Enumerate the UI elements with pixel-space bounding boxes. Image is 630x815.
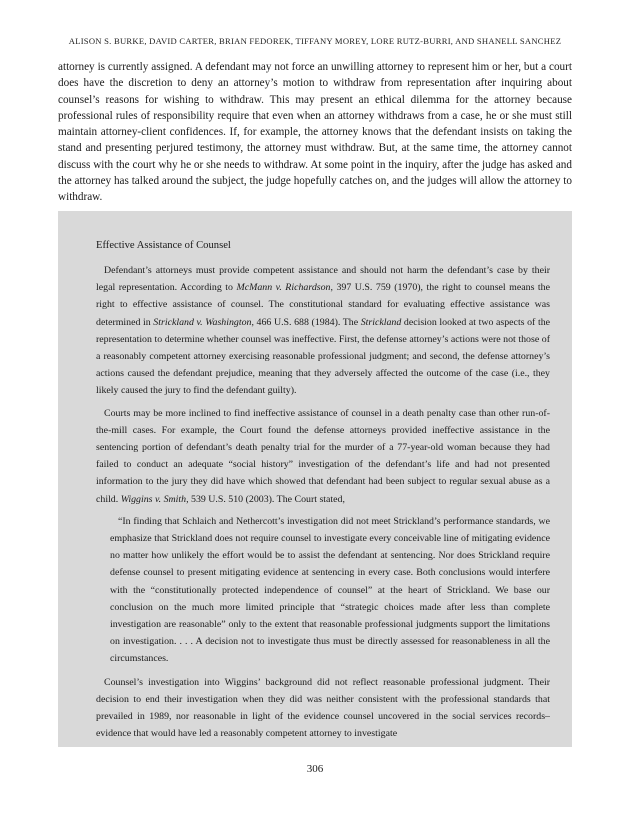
box-paragraph-2: [96, 405, 550, 508]
page-number: 306: [306, 763, 324, 775]
case-citation-wiggins: Wiggins v. Smith: [120, 493, 187, 505]
intro-paragraph: attorney is currently assigned. A defendant may not force an unwilling attorney to represent him or her, but a court does have the discretion to deny an attorney’s motion to withdraw from representation after inquiring about counsel’s reasons for wishing to withdraw. This may present an ethical dilemma for the attorney because professional rules of responsibility require that even when an attorney withdraws from a case, he or she must still maintain attorney-client confidences. If, for example, the attorney knows that the defendant insists on taking the stand and presenting perjured testimony, the attorney must withdraw. But, at the same time, the attorney cannot discuss with the court why he or she needs to withdraw. At some point in the inquiry, after the judge has asked and the attorney has talked around the subject, the judge hopefully catches on, and the judges will allow the attorney to withdraw.: [58, 61, 572, 204]
running-header: ALISON S. BURKE, DAVID CARTER, BRIAN FEDOREK, TIFFANY MOREY, LORE RUTZ-BURRI, AND SHANELL SANCHEZ: [68, 36, 562, 46]
box-paragraph-3: Counsel’s investigation into Wiggins’ background did not reflect reasonable professional judgment. Their decision to end their investigation when they did was neither consistent with the professional standards that prevailed in 1989, nor reasonable in light of the evidence counsel uncovered in the social services records–evidence that would have led a reasonably competent attorney to investigate: [96, 676, 550, 740]
case-citation-strickland: Strickland: [360, 316, 402, 328]
p1-text-2: , 397 U.S. 759 (1970), the right to counsel means the right to effective assistance of counsel. The constitutional standard for evaluating effective assistance was determined in: [96, 282, 550, 328]
box-paragraph-1: [96, 262, 550, 400]
p2-text-2: , 539 U.S. 510 (2003). The Court stated,: [186, 493, 345, 505]
sidebar-box-effective-assistance: [58, 211, 572, 747]
p1-text-4: decision looked at two aspects of the representation to determine whether counsel was ineffective. First, the defense attorney’s actions were not those of a reasonably competent attorney exercising reasonable professional judgment; and second, the defense attorney’s actions caused the defendant prejudice, meaning that they adversely affected the outcome of the case (i.e., they likely caused the jury to find the defendant guilty).: [96, 316, 551, 397]
p1-text-1: Defendant’s attorneys must provide competent assistance and should not harm the defendant’s case by their legal representation. According to: [96, 265, 550, 294]
p1-text-3: , 466 U.S. 688 (1984). The: [251, 316, 361, 328]
case-citation-strickland-washington: Strickland v. Washington: [153, 316, 252, 328]
p2-text-1: Courts may be more inclined to find ineffective assistance of counsel in a death penalty case than other run-of-the-mill cases. For example, the Court found the defense attorneys provided ineffective assistance in the sentencing portion of defendant’s death penalty trial for the murder of a 77-year-old woman because they had failed to conduct an adequate “social history” investigation of the defendant’s life and had not presented information to the jury they did have which showed that defendant had been subject to regular sexual abuse as a child.: [96, 407, 550, 505]
block-quote: “In finding that Schlaich and Nethercott’s investigation did not meet Strickland’s performance standards, we emphasize that Strickland does not require counsel to investigate every conceivable line of mitigating evidence no matter how unlikely the effort would be to assist the defendant at sentencing. Nor does Strickland require defense counsel to present mitigating evidence at sentencing in every case. Both conclusions would interfere with the “constitutionally protected independence of counsel” at the heart of Strickland. We base our conclusion on the much more limited principle that “strategic choices made after less than complete investigation are reasonable” only to the extent that reasonable professional judgments support the limitations on investigation. . . . A decision not to investigate thus must be directly assessed for reasonableness in all the circumstances.: [110, 515, 550, 665]
box-title: Effective Assistance of Counsel: [96, 240, 231, 251]
case-citation-mcmann: McMann v. Richardson: [236, 282, 331, 294]
